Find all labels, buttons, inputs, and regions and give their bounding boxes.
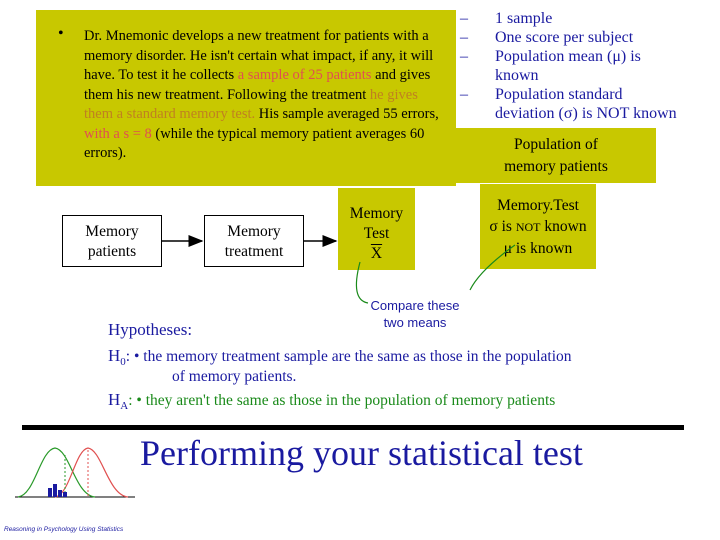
compare-label xyxy=(360,297,470,331)
box-line2: treatment xyxy=(224,243,284,260)
compare-bracket-right xyxy=(470,245,515,290)
h0-label: H xyxy=(108,346,121,365)
text: is xyxy=(497,218,516,235)
condition-text: Population mean ( xyxy=(495,48,613,65)
population-line1: Population of xyxy=(514,136,598,153)
scenario-sample-sd: with a s = 8 xyxy=(84,125,152,142)
slide-title: Performing your statistical test xyxy=(140,433,583,473)
compare-line1: Compare these xyxy=(370,298,460,313)
population-test-line1: Memory.Test xyxy=(497,197,579,214)
null-hypothesis-cont: of memory patients. xyxy=(172,368,297,385)
dash: – xyxy=(460,86,468,103)
null-hypothesis xyxy=(108,346,572,368)
divider-rule xyxy=(22,425,684,430)
mu-symbol: μ xyxy=(612,48,621,65)
condition-text: ) is xyxy=(620,48,641,65)
condition-text: 1 sample xyxy=(495,10,553,27)
box-line2: Test xyxy=(363,225,390,242)
ha-label: H xyxy=(108,390,121,409)
scenario-memory-test: he gives them a standard memory test. xyxy=(84,86,418,122)
dash: – xyxy=(460,29,468,46)
box-line1: Memory xyxy=(227,223,281,240)
ha-subscript: A xyxy=(120,400,129,413)
dash: – xyxy=(460,48,468,65)
scenario-seg1: Dr. Mnemonic develops a new treatment for patients with a memory disorder. He isn't certain what impact, if any, it will have. To test it he collects xyxy=(84,28,434,83)
text: known xyxy=(540,218,587,235)
condition-text: One score per subject xyxy=(495,29,634,46)
scenario-seg7: (while the typical memory patient averages 60 errors). xyxy=(84,125,425,161)
box-line1: Memory xyxy=(85,223,139,240)
mu-symbol: μ xyxy=(503,240,512,257)
condition-text: deviation ( xyxy=(495,105,564,122)
condition-text: ) is NOT known xyxy=(572,105,677,122)
footer-course-name: Reasoning in Psychology Using Statistics xyxy=(4,526,124,533)
ha-text: : • they aren't the same as those in the population of memory patients xyxy=(128,392,556,409)
scenario-bullet: • xyxy=(58,25,64,42)
box-line1: Memory xyxy=(349,205,404,222)
box-line2: patients xyxy=(87,243,137,260)
not-text: NOT xyxy=(515,220,541,234)
dash: – xyxy=(460,10,468,27)
alt-hypothesis xyxy=(108,390,555,412)
h0-text: : • the memory treatment sample are the same as those in the population xyxy=(125,348,572,365)
compare-line2: two means xyxy=(383,315,447,330)
scenario-seg3: and gives them his new treatment. Following the treatment xyxy=(84,67,431,103)
h0-subscript: 0 xyxy=(120,356,126,369)
sigma-symbol: σ xyxy=(489,218,498,235)
normal-curves-logo xyxy=(15,448,135,497)
hypotheses-title: Hypotheses: xyxy=(108,320,193,339)
scenario-sample-size: a sample of 25 patients xyxy=(237,67,372,83)
condition-mean-known-cont: known xyxy=(495,67,539,84)
population-line2: memory patients xyxy=(504,158,608,175)
xbar-text: $\overline{X}$ xyxy=(370,245,383,262)
condition-text: Population standard xyxy=(495,86,623,103)
scenario-seg5: His sample averaged 55 errors, xyxy=(255,106,439,122)
text: is known xyxy=(512,240,573,257)
sigma-symbol: σ xyxy=(563,105,573,122)
